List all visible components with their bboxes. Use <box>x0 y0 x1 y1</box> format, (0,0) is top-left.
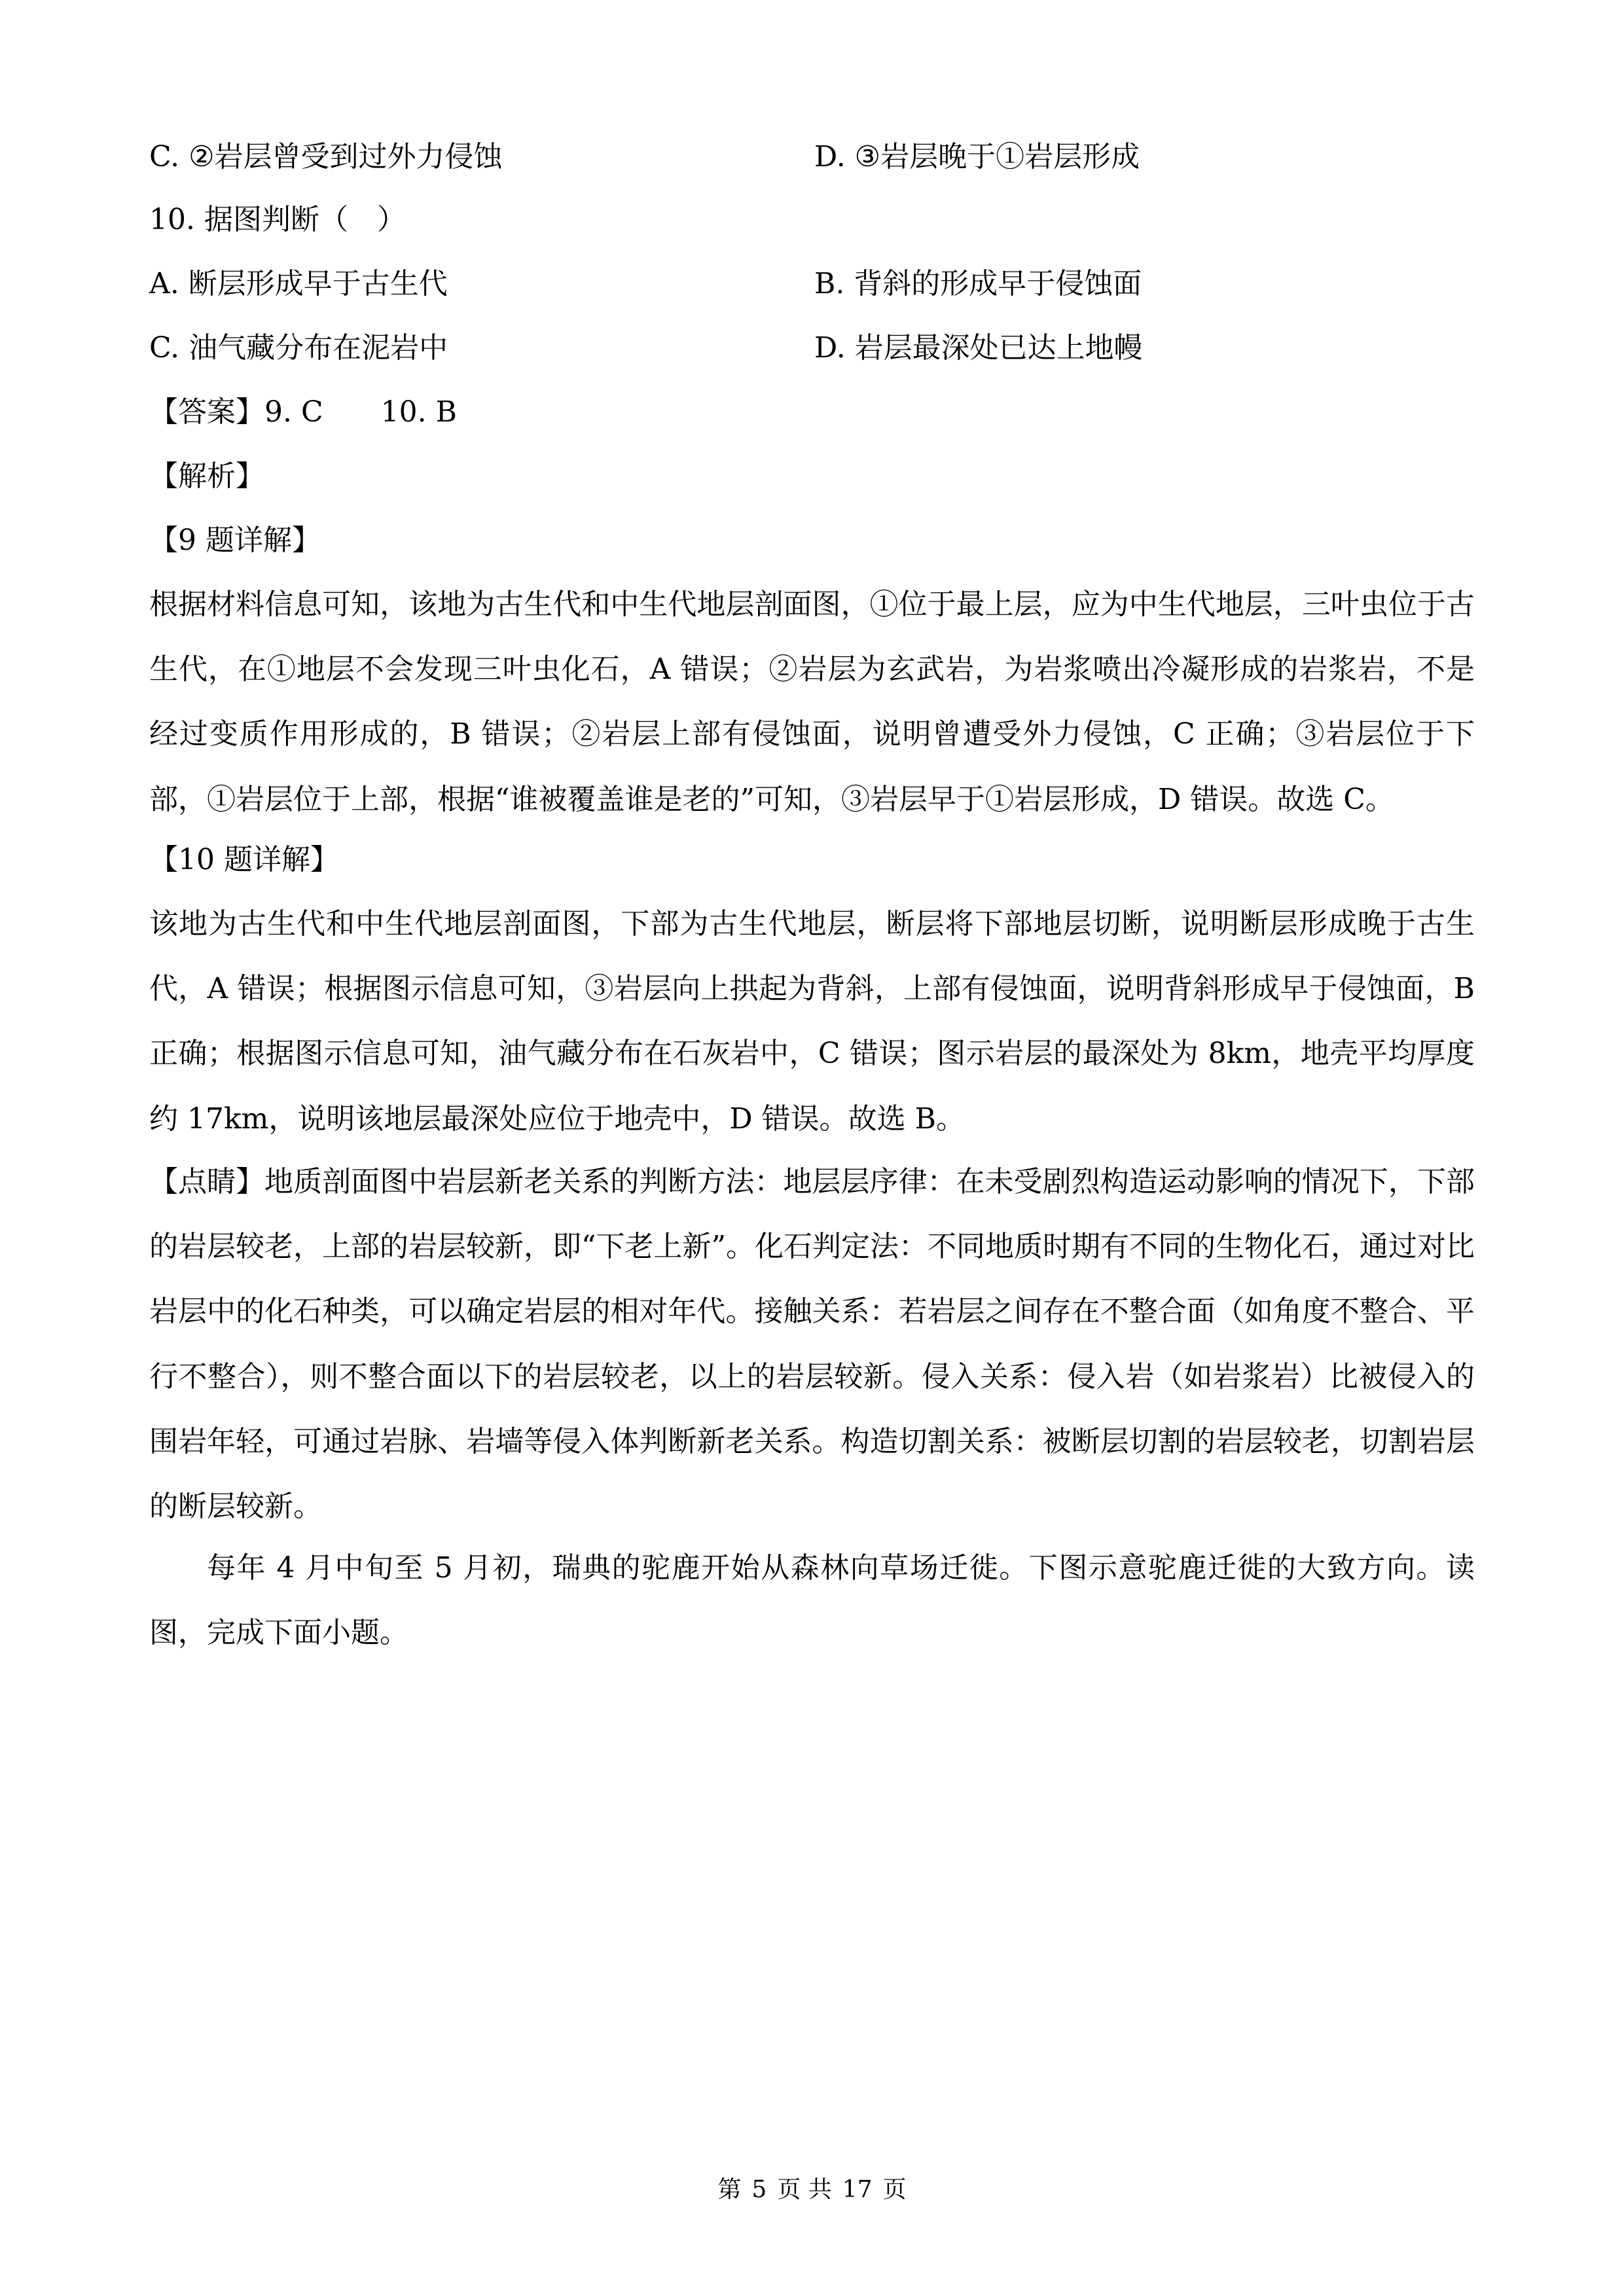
q10-option-b: B. 背斜的形成早于侵蚀面 <box>814 267 1142 300</box>
detail10-heading: 【10 题详解】 <box>149 843 339 876</box>
q10-option-c: C. 油气藏分布在泥岩中 <box>149 331 448 365</box>
footer-current-page: 5 <box>751 2176 767 2203</box>
answer-second: 10. B <box>380 395 457 429</box>
footer-total-pages: 17 <box>842 2176 873 2203</box>
q9-option-c: C. ②岩层曾受到过外力侵蚀 <box>149 140 503 173</box>
page-footer <box>0 2174 1624 2206</box>
answer-label: 【答案】9. C <box>149 395 323 429</box>
q10-stem: 10. 据图判断（ ） <box>149 203 406 236</box>
footer-suffix: 页 <box>882 2176 907 2203</box>
detail10-text: 该地为古生代和中生代地层剖面图，下部为古生代地层，断层将下部地层切断，说明断层形成晚于古生代，A 错误；根据图示信息可知，③岩层向上拱起为背斜，上部有侵蚀面，说明背斜形成早于侵蚀面，B 正确；根据图示信息可知，油气藏分布在石灰岩中，C 错误；图示岩层的最深处为 8km，地壳平均厚度约 17km，说明该地层最深处应位于地壳中，D 错误。故选 B。 <box>149 907 1475 1136</box>
footer-middle: 页 共 <box>777 2176 832 2203</box>
detail9-heading: 【9 题详解】 <box>149 524 321 557</box>
intro-paragraph: 每年 4 月中旬至 5 月初，瑞典的驼鹿开始从森林向草场迁徙。下图示意驼鹿迁徙的大致方向。读图，完成下面小题。 <box>149 1551 1475 1650</box>
answer-line <box>149 393 457 432</box>
q10-option-a: A. 断层形成早于古生代 <box>149 267 448 300</box>
tip-paragraph: 【点睛】地质剖面图中岩层新老关系的判断方法：地层层序律：在未受剧烈构造运动影响的情况下，下部的岩层较老，上部的岩层较新，即“下老上新”。化石判定法：不同地质时期有不同的生物化石，通过对比岩层中的化石种类，可以确定岩层的相对年代。接触关系：若岩层之间存在不整合面（如角度不整合、平行不整合），则不整合面以下的岩层较老，以上的岩层较新。侵入关系：侵入岩（如岩浆岩）比被侵入的围岩年轻，可通过岩脉、岩墙等侵入体判断新老关系。构造切割关系：被断层切割的岩层较老，切割岩层的断层较新。 <box>149 1165 1475 1524</box>
q10-option-d: D. 岩层最深处已达上地幔 <box>814 331 1143 365</box>
footer-prefix: 第 <box>717 2176 742 2203</box>
detail9-text: 根据材料信息可知，该地为古生代和中生代地层剖面图，①位于最上层，应为中生代地层，三叶虫位于古生代，在①地层不会发现三叶虫化石，A 错误；②岩层为玄武岩，为岩浆喷出冷凝形成的岩浆岩，不是经过变质作用形成的，B 错误；②岩层上部有侵蚀面，说明曾遭受外力侵蚀，C 正确；③岩层位于下部，①岩层位于上部，根据“谁被覆盖谁是老的”可知，③岩层早于①岩层形成，D 错误。故选 C。 <box>149 588 1475 816</box>
analysis-label: 【解析】 <box>149 459 264 493</box>
q9-option-d: D. ③岩层晚于①岩层形成 <box>814 140 1140 173</box>
